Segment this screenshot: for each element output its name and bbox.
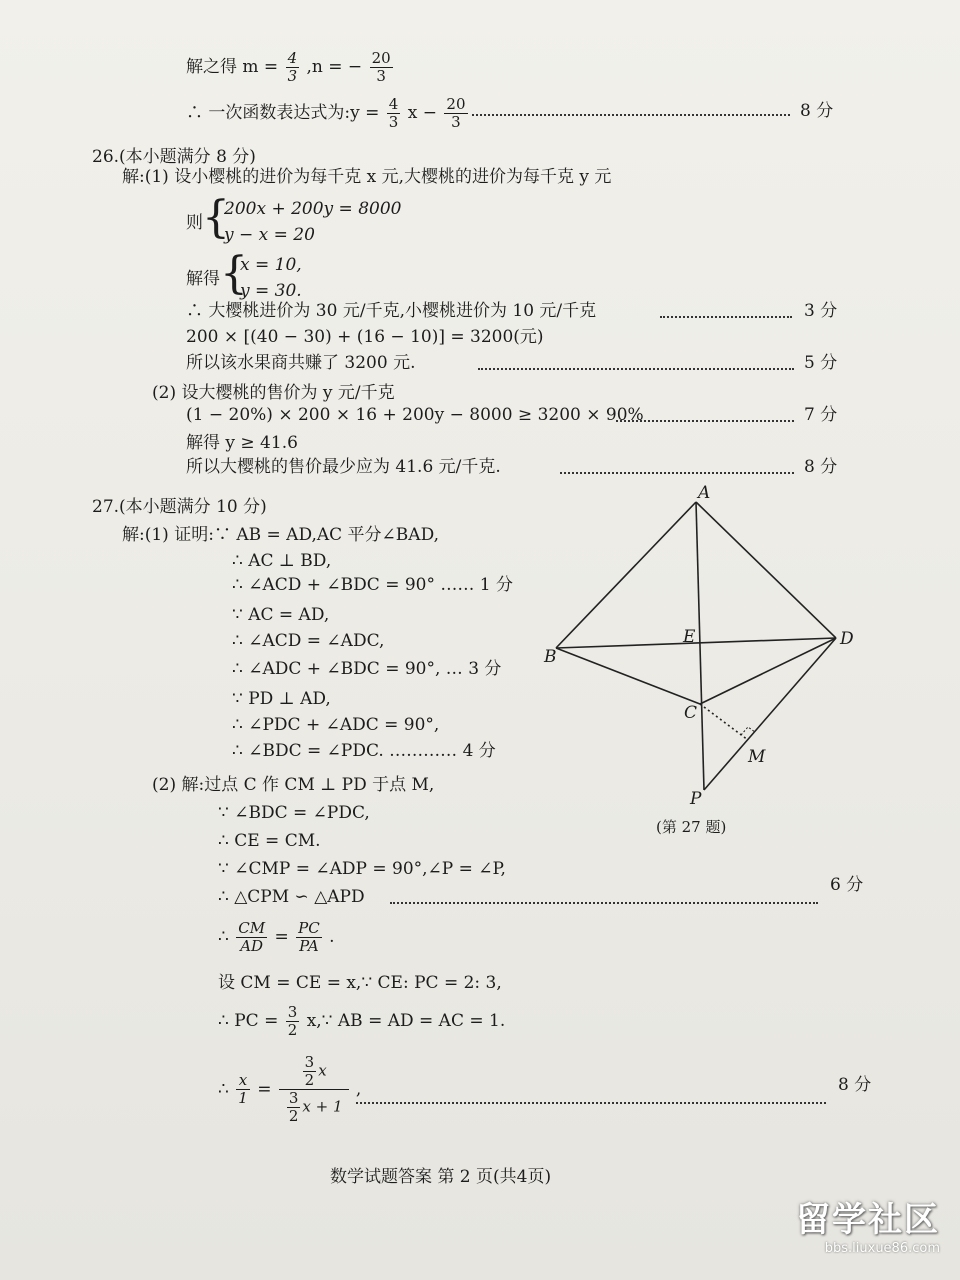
- q26-then-label: 则: [186, 213, 203, 233]
- q27-proof-line: ∴ ∠PDC + ∠ADC = 90°,: [232, 715, 440, 735]
- question-26-header: 26.(本小题满分 8 分): [92, 147, 256, 167]
- q26-part2-set: (2) 设大樱桃的售价为 y 元/千克: [152, 383, 395, 403]
- q27-proof-line: 解:(1) 证明:∵ AB = AD,AC 平分∠BAD,: [122, 525, 439, 545]
- point-label-P: P: [690, 789, 702, 809]
- q27-set-x: 设 CM = CE = x,∵ CE: PC = 2: 3,: [218, 973, 502, 993]
- q27-ratio-equation: ∴ $\frac{CM}{AD}$ = $\frac{PC}{PA}$ .: [218, 919, 335, 955]
- point-label-M: M: [748, 747, 766, 767]
- q26-profit-calc: 200 × [(40 − 30) + (16 − 10)] = 3200(元): [186, 327, 544, 347]
- watermark-url: bbs.liuxue86.com: [824, 1241, 940, 1256]
- point-label-C: C: [684, 703, 698, 723]
- score-label: 8 分: [804, 457, 838, 477]
- score-label: 6 分: [830, 875, 864, 895]
- segment-BD: [556, 638, 836, 648]
- site-watermark: [796, 1192, 940, 1256]
- q27-part2-line: ∵ ∠BDC = ∠PDC,: [218, 803, 370, 823]
- q27-proof-line: ∴ ∠ACD = ∠ADC,: [232, 631, 385, 651]
- q26-set-variables: 解:(1) 设小樱桃的进价为每千克 x 元,大樱桃的进价为每千克 y 元: [122, 167, 612, 187]
- q27-proof-line: ∵ AC = AD,: [232, 605, 330, 625]
- q27-part2-line: (2) 解:过点 C 作 CM ⊥ PD 于点 M,: [152, 775, 435, 795]
- q27-proof-line: ∴ ∠BDC = ∠PDC. ………… 4 分: [232, 741, 496, 761]
- point-label-E: E: [683, 627, 696, 647]
- q26-min-price: 所以大樱桃的售价最少应为 41.6 元/千克.: [186, 457, 501, 477]
- q27-proof-line: ∴ ∠ACD + ∠BDC = 90° …… 1 分: [232, 575, 514, 595]
- q26-inequality: (1 − 20%) × 200 × 16 + 200y − 8000 ≥ 3200 × 90%: [186, 405, 644, 425]
- linear-function-expression: ∴ 一次函数表达式为:y = $\frac{4}{3}$ x − $\frac{20}{3}$: [186, 95, 466, 131]
- question-27-header: 27.(本小题满分 10 分): [92, 497, 267, 517]
- q27-proof-line: ∵ PD ⊥ AD,: [232, 689, 331, 709]
- score-label: 7 分: [804, 405, 838, 425]
- segment-DP: [704, 638, 836, 790]
- q27-part2-line: ∵ ∠CMP = ∠ADP = 90°,∠P = ∠P,: [218, 859, 506, 879]
- score-label: 5 分: [804, 353, 838, 373]
- score-label: 3 分: [804, 301, 838, 321]
- solution-m-n: 解之得 m = $\frac{4}{3}$ ,n = − $\frac{20}{3}$: [186, 49, 391, 85]
- q26-equation-1: 200x + 200y = 8000: [224, 199, 402, 219]
- q26-solve-label: 解得: [186, 269, 220, 289]
- q26-equation-2: y − x = 20: [224, 225, 315, 245]
- q27-pc-expression: ∴ PC = $\frac{3}{2}$ x,∵ AB = AD = AC = 1.: [218, 1003, 506, 1039]
- q26-prices-conclusion: ∴ 大樱桃进价为 30 元/千克,小樱桃进价为 10 元/千克: [186, 301, 597, 321]
- q26-solution-x: x = 10,: [240, 255, 302, 275]
- page-footer: 数学试题答案 第 2 页(共4页): [330, 1167, 552, 1187]
- watermark-brand: 留学社区: [796, 1200, 940, 1240]
- segment-BC: [556, 648, 700, 704]
- system-brace: {: [220, 248, 248, 299]
- q27-proof-line: ∴ ∠ADC + ∠BDC = 90°, … 3 分: [232, 659, 502, 679]
- segment-AP: [696, 502, 704, 790]
- q26-inequality-solution: 解得 y ≥ 41.6: [186, 433, 298, 453]
- segment-AD: [696, 502, 836, 638]
- segment-CD: [700, 638, 836, 704]
- point-label-B: B: [544, 647, 557, 667]
- q27-proof-line: ∴ AC ⊥ BD,: [232, 551, 332, 571]
- q27-similar-triangles: ∴ △CPM ∽ △APD: [218, 887, 365, 907]
- segment-AB: [556, 502, 696, 648]
- q26-profit-conclusion: 所以该水果商共赚了 3200 元.: [186, 353, 416, 373]
- q26-solution-y: y = 30.: [240, 281, 302, 301]
- score-label: 8 分: [800, 101, 834, 121]
- point-label-A: A: [698, 483, 711, 503]
- q27-final-equation: ∴ $\frac{x}{1}$ = $\frac{3}{2}$ x $\frac{3}{2}$ x + 1 ,: [218, 1053, 362, 1125]
- point-label-D: D: [840, 629, 854, 649]
- q27-part2-line: ∴ CE = CM.: [218, 831, 321, 851]
- system-brace: {: [202, 192, 230, 243]
- figure-caption: (第 27 题): [656, 818, 727, 836]
- score-label: 8 分: [838, 1075, 872, 1095]
